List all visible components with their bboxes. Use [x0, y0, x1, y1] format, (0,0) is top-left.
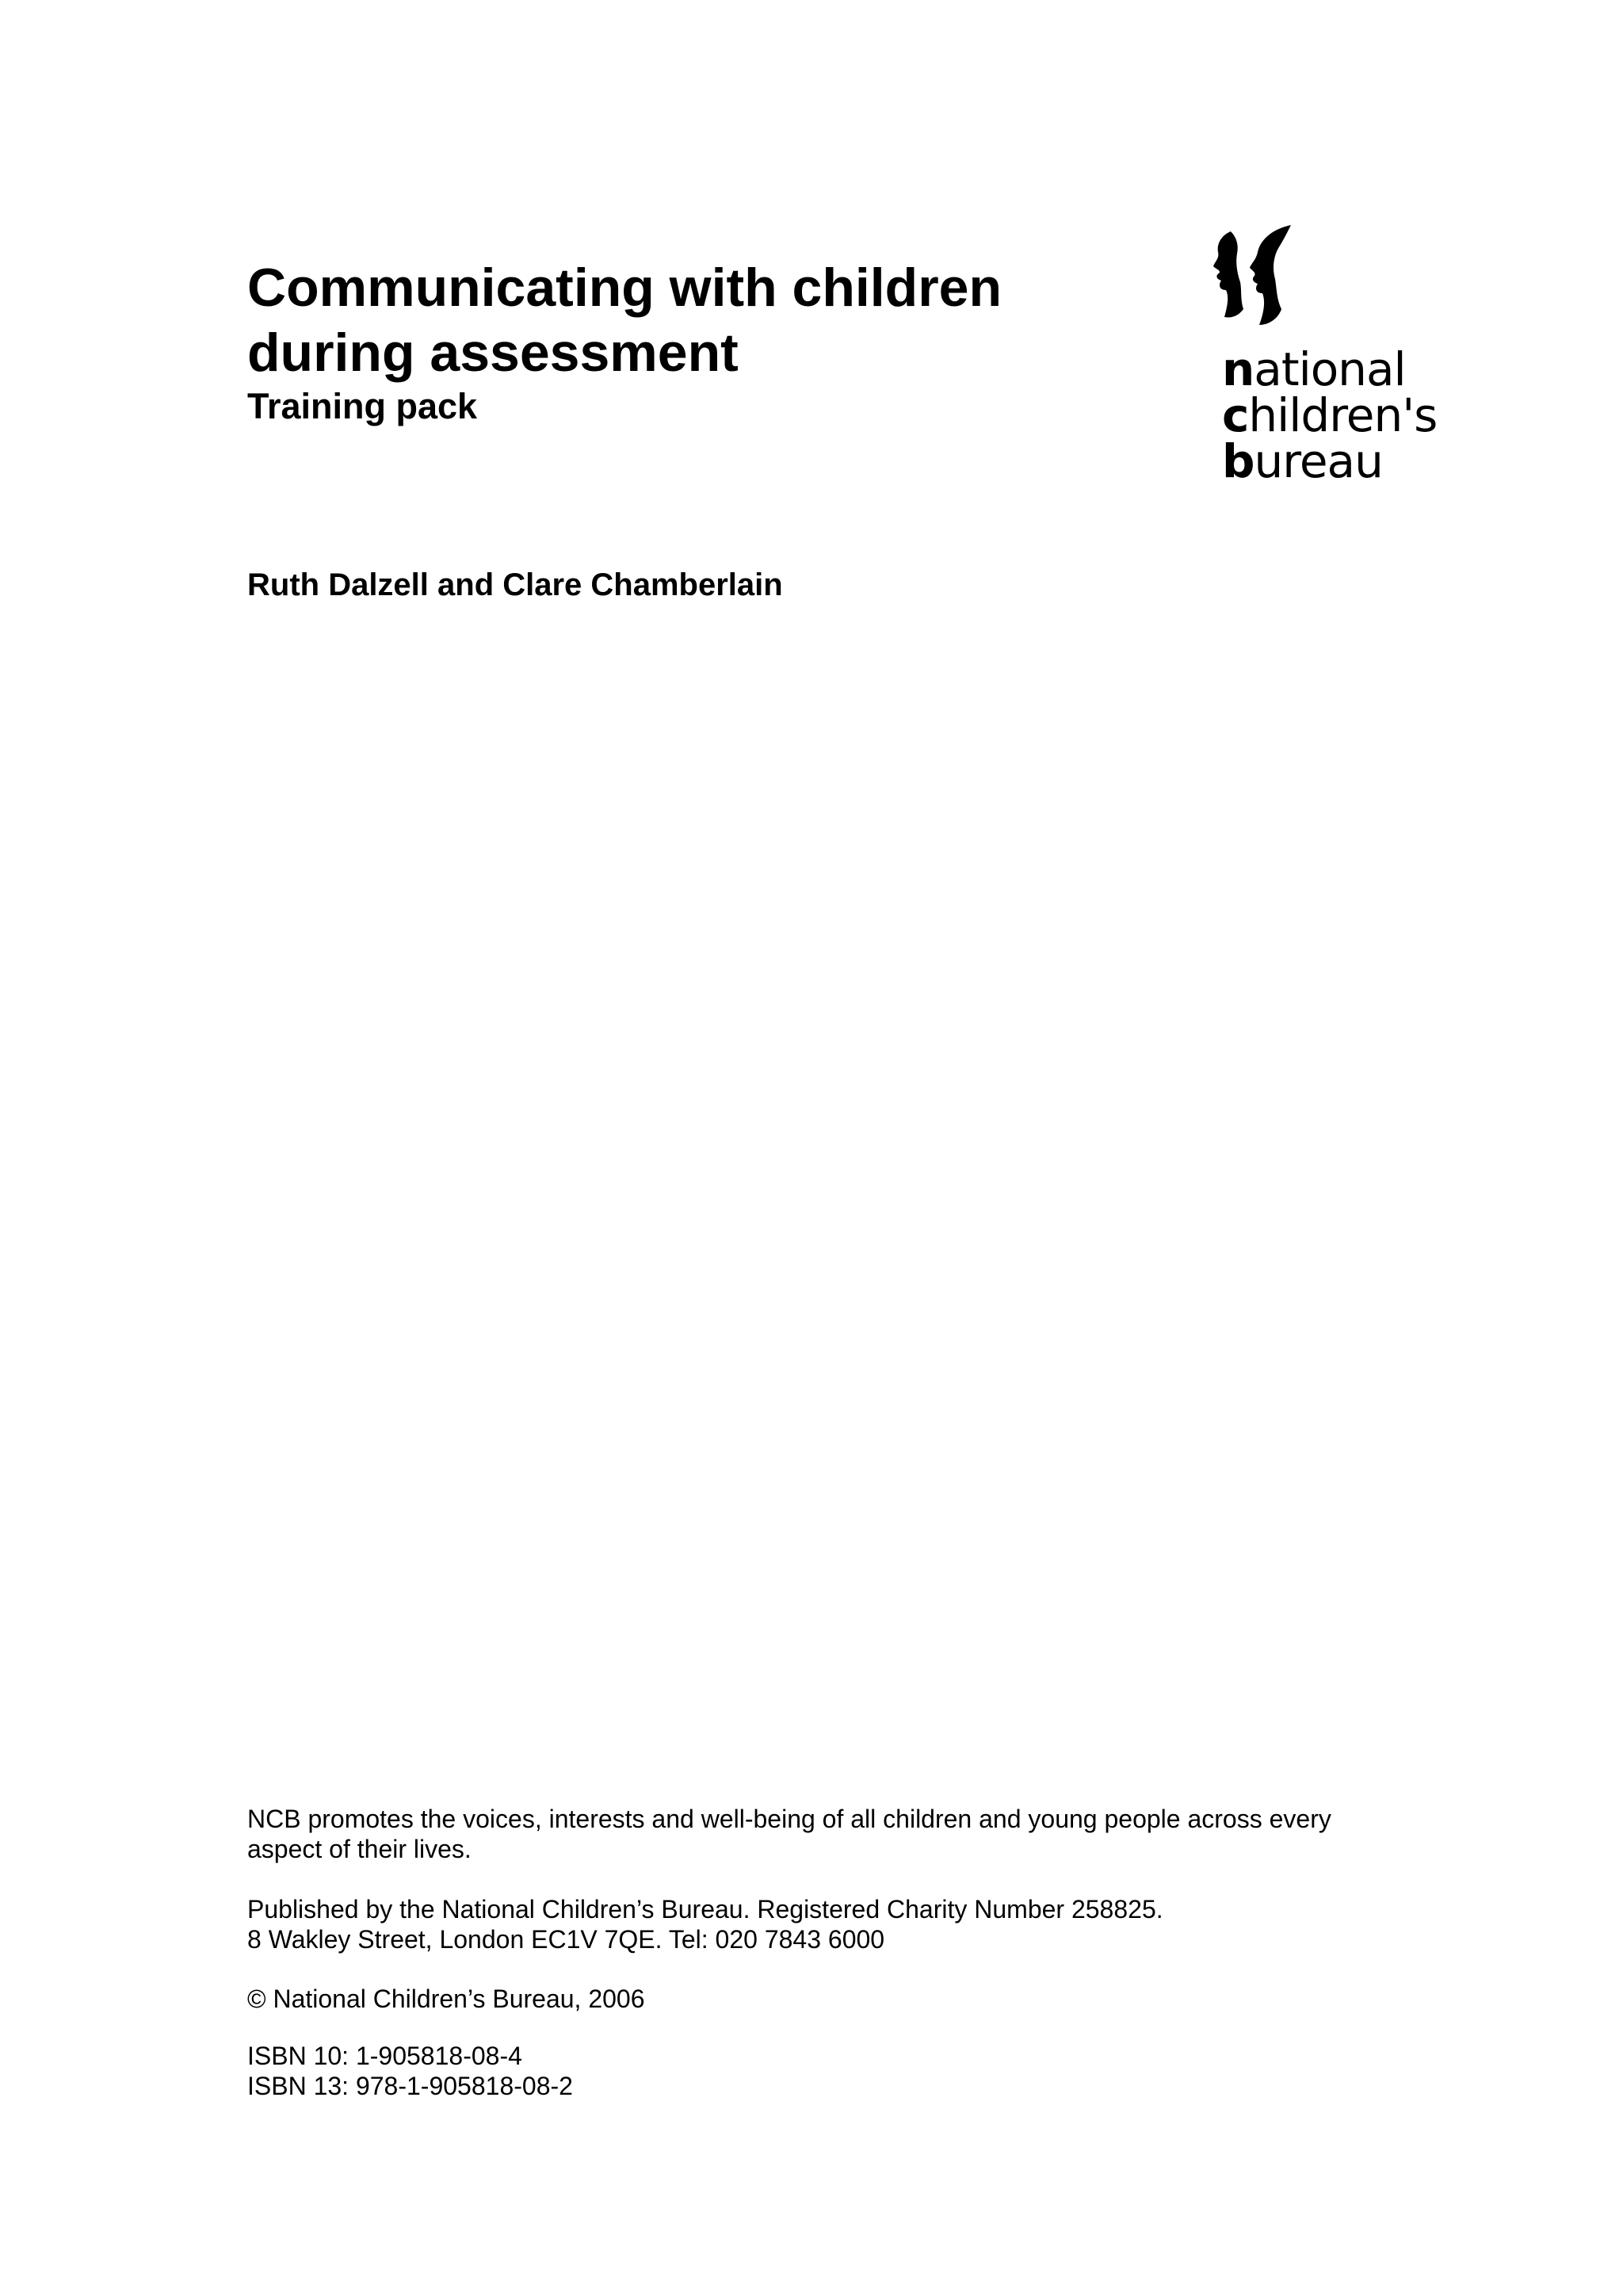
faces-silhouette-icon — [1209, 223, 1304, 350]
title-line-1: Communicating with children — [247, 258, 1002, 318]
publisher-info — [247, 1894, 1163, 1954]
mission-line-2: aspect of their lives. — [247, 1835, 472, 1863]
document-authors: Ruth Dalzell and Clare Chamberlain — [247, 567, 783, 602]
mission-line-1: NCB promotes the voices, interests and well-being of all children and young people across every — [247, 1805, 1331, 1833]
logo-word-childrens: children's — [1222, 388, 1438, 442]
logo-word-bureau: bureau — [1222, 434, 1383, 488]
ncb-logo — [1209, 223, 1438, 493]
isbn-block — [247, 2041, 573, 2101]
isbn-10: ISBN 10: 1-905818-08-4 — [247, 2042, 522, 2070]
document-subtitle: Training pack — [247, 386, 478, 426]
copyright-line: © National Children’s Bureau, 2006 — [247, 1985, 645, 2013]
mission-statement — [247, 1804, 1331, 1864]
document-title — [247, 255, 1002, 385]
copyright-notice — [247, 1984, 645, 2014]
isbn-13: ISBN 13: 978-1-905818-08-2 — [247, 2072, 573, 2100]
title-line-2: during assessment — [247, 323, 739, 383]
published-line-2: 8 Wakley Street, London EC1V 7QE. Tel: 020 7843 6000 — [247, 1925, 885, 1954]
logo-word-national: national — [1222, 342, 1406, 396]
published-line-1: Published by the National Children’s Bureau. Registered Charity Number 258825. — [247, 1895, 1163, 1924]
